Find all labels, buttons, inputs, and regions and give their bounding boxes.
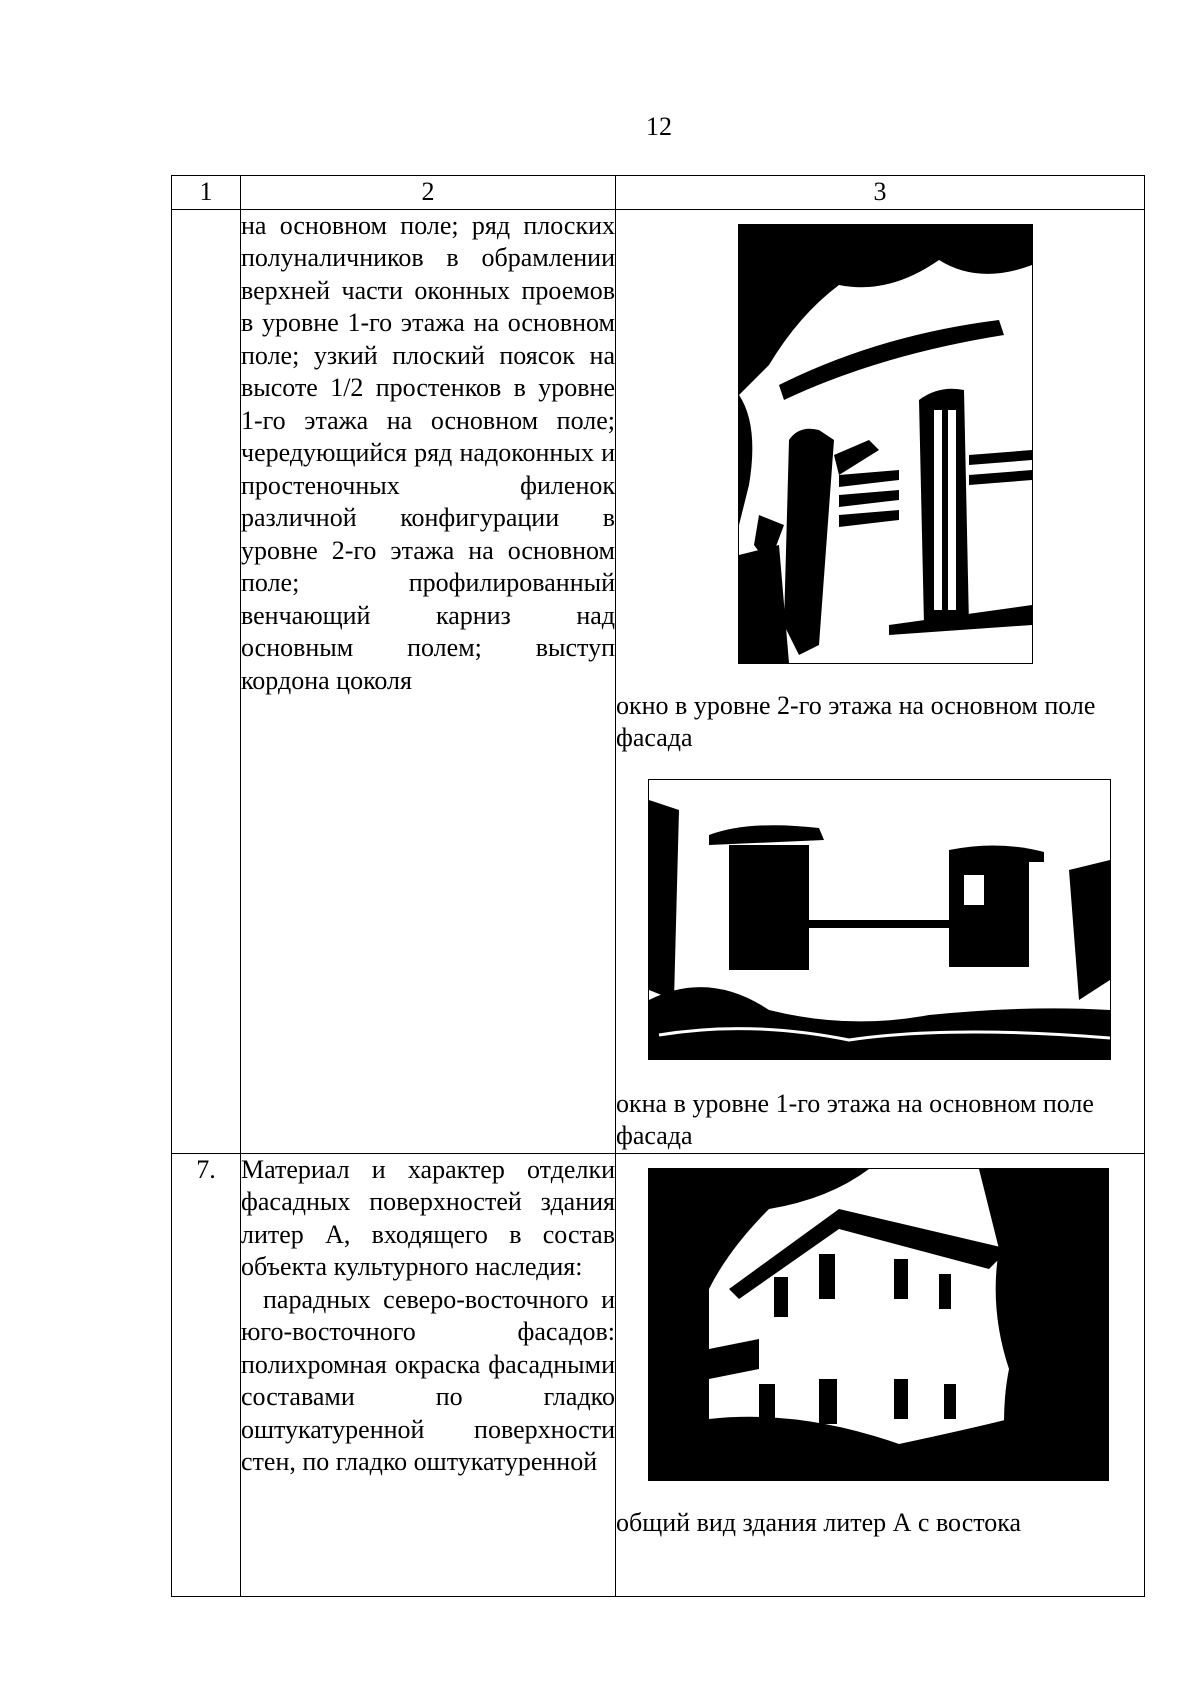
table-row (172, 209, 1145, 1153)
photo-caption: окна в уровне 1-го этажа на основном поле фасада (616, 1088, 1094, 1150)
row-photos (616, 209, 1145, 1153)
header-col-3: 3 (616, 176, 1145, 210)
windows-1st-floor-image (649, 780, 1110, 1059)
row-photos (616, 1153, 1145, 1596)
row-description (241, 209, 616, 1153)
header-col-1: 1 (172, 176, 241, 210)
row-number (172, 209, 241, 1153)
photo-caption: общий вид здания литер А с востока (616, 1507, 1022, 1537)
header-row (172, 176, 1145, 210)
photo-caption: окно в уровне 2-го этажа на основном поле фасада (616, 690, 1096, 752)
heritage-table (171, 175, 1145, 1597)
window-2nd-floor-image (739, 225, 1032, 663)
photo-building-east (648, 1168, 1109, 1481)
building-east-view-image (649, 1169, 1108, 1480)
row-description (241, 1153, 616, 1596)
photo-windows-1st-floor (648, 779, 1111, 1060)
table-row (172, 1153, 1145, 1596)
header-col-2: 2 (241, 176, 616, 210)
photo-window-2nd-floor (738, 224, 1033, 664)
description-text: парадных северо-восточного и юго-восточного фасадов: полихромная окраска фасадными составами по гладко оштукатуренной поверхности стен, по гладко оштукатуренной (241, 1284, 615, 1476)
page-number: 12 (646, 112, 672, 141)
description-text: на основном поле; ряд плоских полуналичников в обрамлении верхней части оконных проемов в уровне 1-го этажа на основном поле; узкий плоский поясок на высоте 1/2 простенков в уровне 1-го этажа на основном поле; чередующийся ряд надоконных и простеночных филенок различной конфигурации в уровне 2-го этажа на основном поле; профилированный венчающий карниз над основным полем; выступ кордона цоколя (241, 210, 615, 695)
description-text: Материал и характер отделки фасадных поверхностей здания литер А, входящего в состав объекта культурного наследия: (241, 1154, 615, 1281)
row-number: 7. (172, 1153, 241, 1596)
